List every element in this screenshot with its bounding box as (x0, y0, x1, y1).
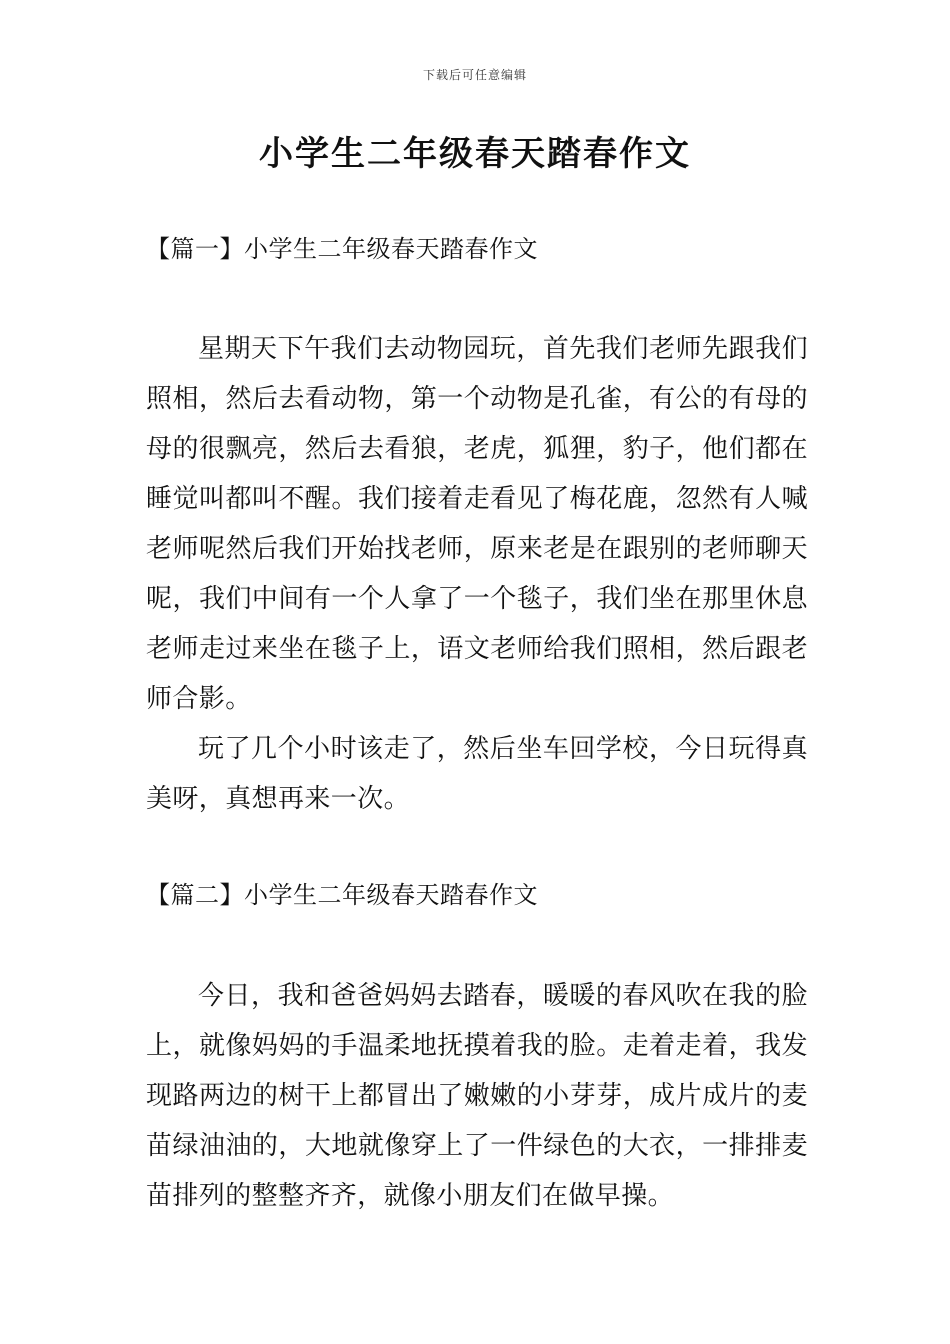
section-2-paragraph-1: 今日，我和爸爸妈妈去踏春，暖暖的春风吹在我的脸上，就像妈妈的手温柔地抚摸着我的脸。走着走着，我发现路两边的树干上都冒出了嫩嫩的小芽芽，成片成片的麦苗绿油油的，大地就像穿上了一件绿色的大衣，一排排麦苗排列的整整齐齐，就像小朋友们在做早操。 (146, 981, 808, 1211)
section-1-paragraph-1: 星期天下午我们去动物园玩，首先我们老师先跟我们照相，然后去看动物，第一个动物是孔雀，有公的有母的母的很飘亮，然后去看狼，老虎，狐狸，豹子，他们都在睡觉叫都叫不醒。我们接着走看见了梅花鹿，忽然有人喊老师呢然后我们开始找老师，原来老是在跟别的老师聊天呢，我们中间有一个人拿了一个毯子，我们坐在那里休息老师走过来坐在毯子上，语文老师给我们照相，然后跟老师合影。 (146, 334, 808, 714)
section-1-heading: 【篇一】小学生二年级春天踏春作文 (146, 235, 538, 263)
document-title: 小学生二年级春天踏春作文 (259, 134, 691, 174)
section-2-body (146, 971, 808, 1221)
section-1-body (146, 324, 808, 824)
header-note: 下载后可任意编辑 (422, 68, 527, 82)
section-2-heading: 【篇二】小学生二年级春天踏春作文 (146, 881, 538, 909)
section-1-paragraph-2: 玩了几个小时该走了，然后坐车回学校，今日玩得真美呀，真想再来一次。 (146, 734, 808, 814)
